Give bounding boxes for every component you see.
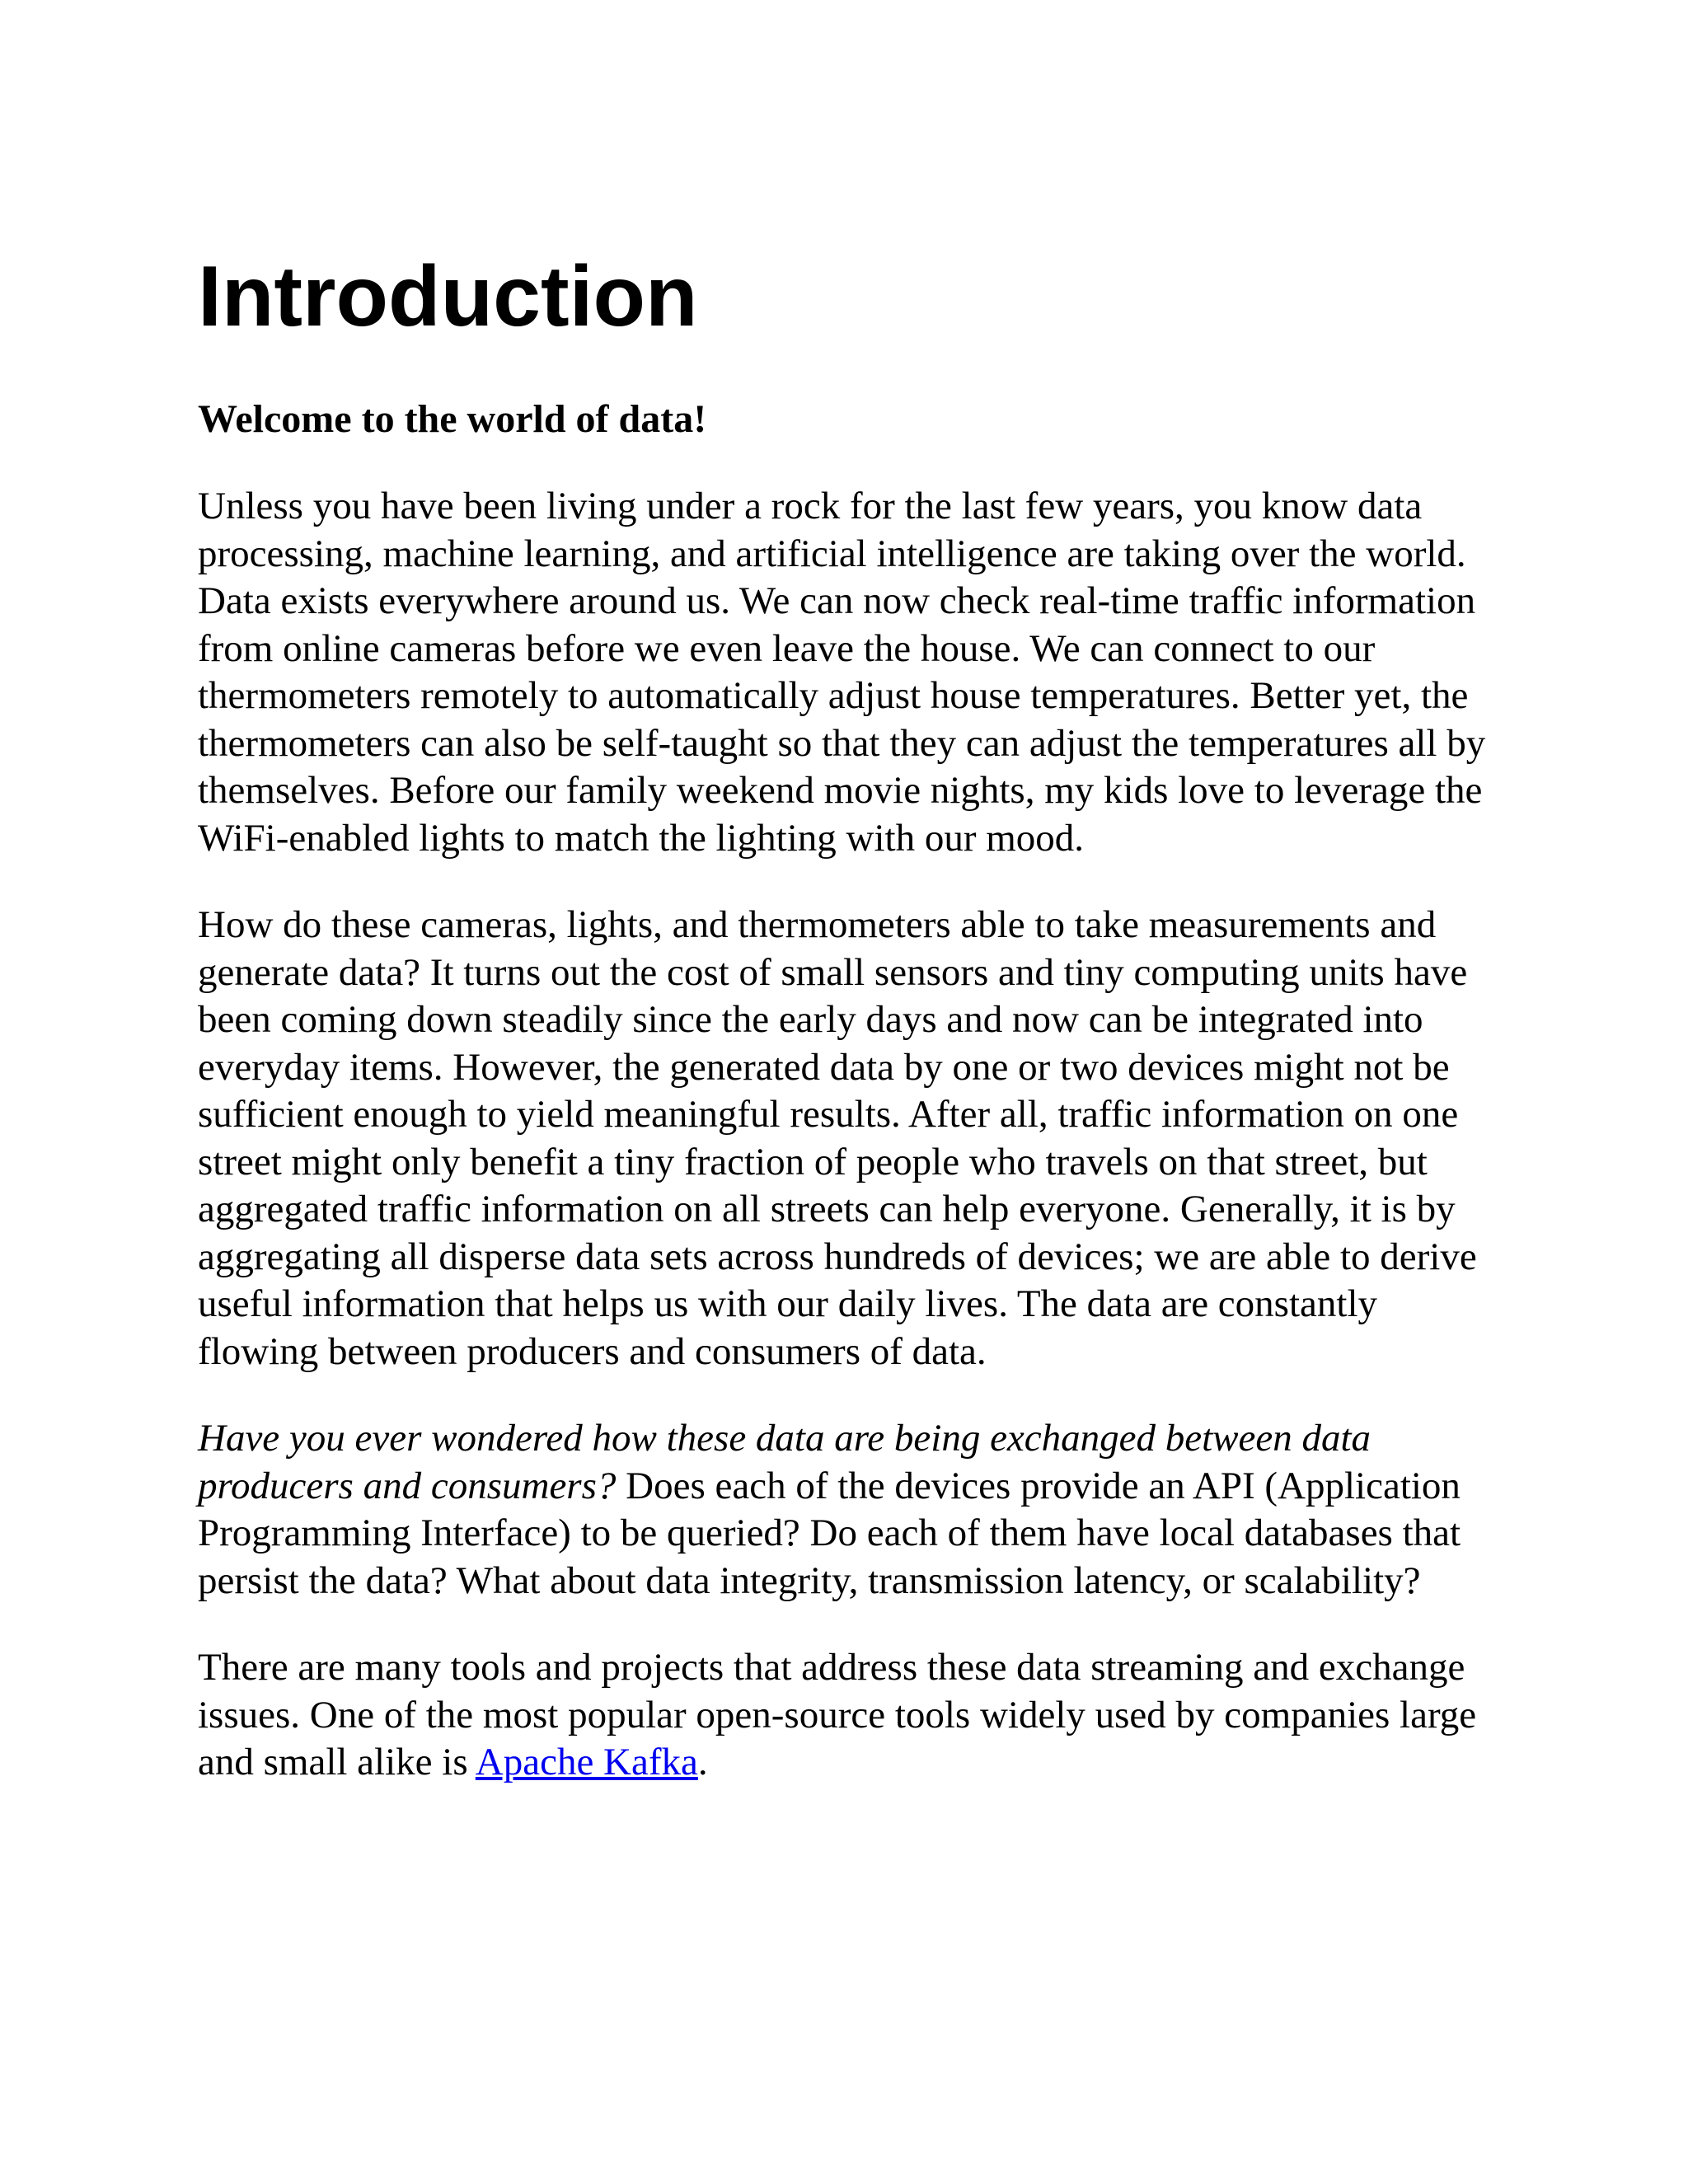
paragraph-1: Unless you have been living under a rock for the last few years, you know data processing, machine learning, and artificial intelligence are taking over the world. Data exists everywhere around us. We can now check real-time traffic information from online cameras before we even leave the house. We can connect to our thermometers remotely to automatically adjust house temperatures. Better yet, the thermometers can also be self-taught so that they can adjust the temperatures all by themselves. Before our family weekend movie nights, my kids love to leverage the WiFi-enabled lights to match the lighting with our mood.	[198, 485, 1486, 860]
paragraph-3	[198, 1415, 1500, 1605]
page-title: Introduction	[198, 249, 698, 344]
document-page	[198, 247, 1500, 1826]
apache-kafka-link[interactable]: Apache Kafka	[475, 1741, 698, 1783]
paragraph-4	[198, 1644, 1500, 1787]
paragraph-3-text: Does each of the devices provide an API (Application Programming Interface) to be queried? Do each of them have local databases that persist the data? What about data integrity, transmission latency, or scalability?	[198, 1464, 1461, 1602]
paragraph-3-italic: Have you ever wondered how these data are being exchanged between data producers and consumers?	[198, 1417, 1372, 1507]
paragraph-4-text: There are many tools and projects that address these data streaming and exchange issues. One of the most popular open-source tools widely used by companies large and small alike is	[198, 1646, 1477, 1783]
paragraph-4-end: .	[697, 1741, 708, 1783]
page-subtitle: Welcome to the world of data!	[198, 397, 707, 441]
paragraph-2: How do these cameras, lights, and thermometers able to take measurements and generate data? It turns out the cost of small sensors and tiny computing units have been coming down steadily since the early days and now can be integrated into everyday items. However, the generated data by one or two devices might not be sufficient enough to yield meaningful results. After all, traffic information on one street might only benefit a tiny fraction of people who travels on that street, but aggregated traffic information on all streets can help everyone. Generally, it is by aggregating all disperse data sets across hundreds of devices; we are able to derive useful information that helps us with our daily lives. The data are constantly flowing between producers and consumers of data.	[198, 903, 1477, 1373]
